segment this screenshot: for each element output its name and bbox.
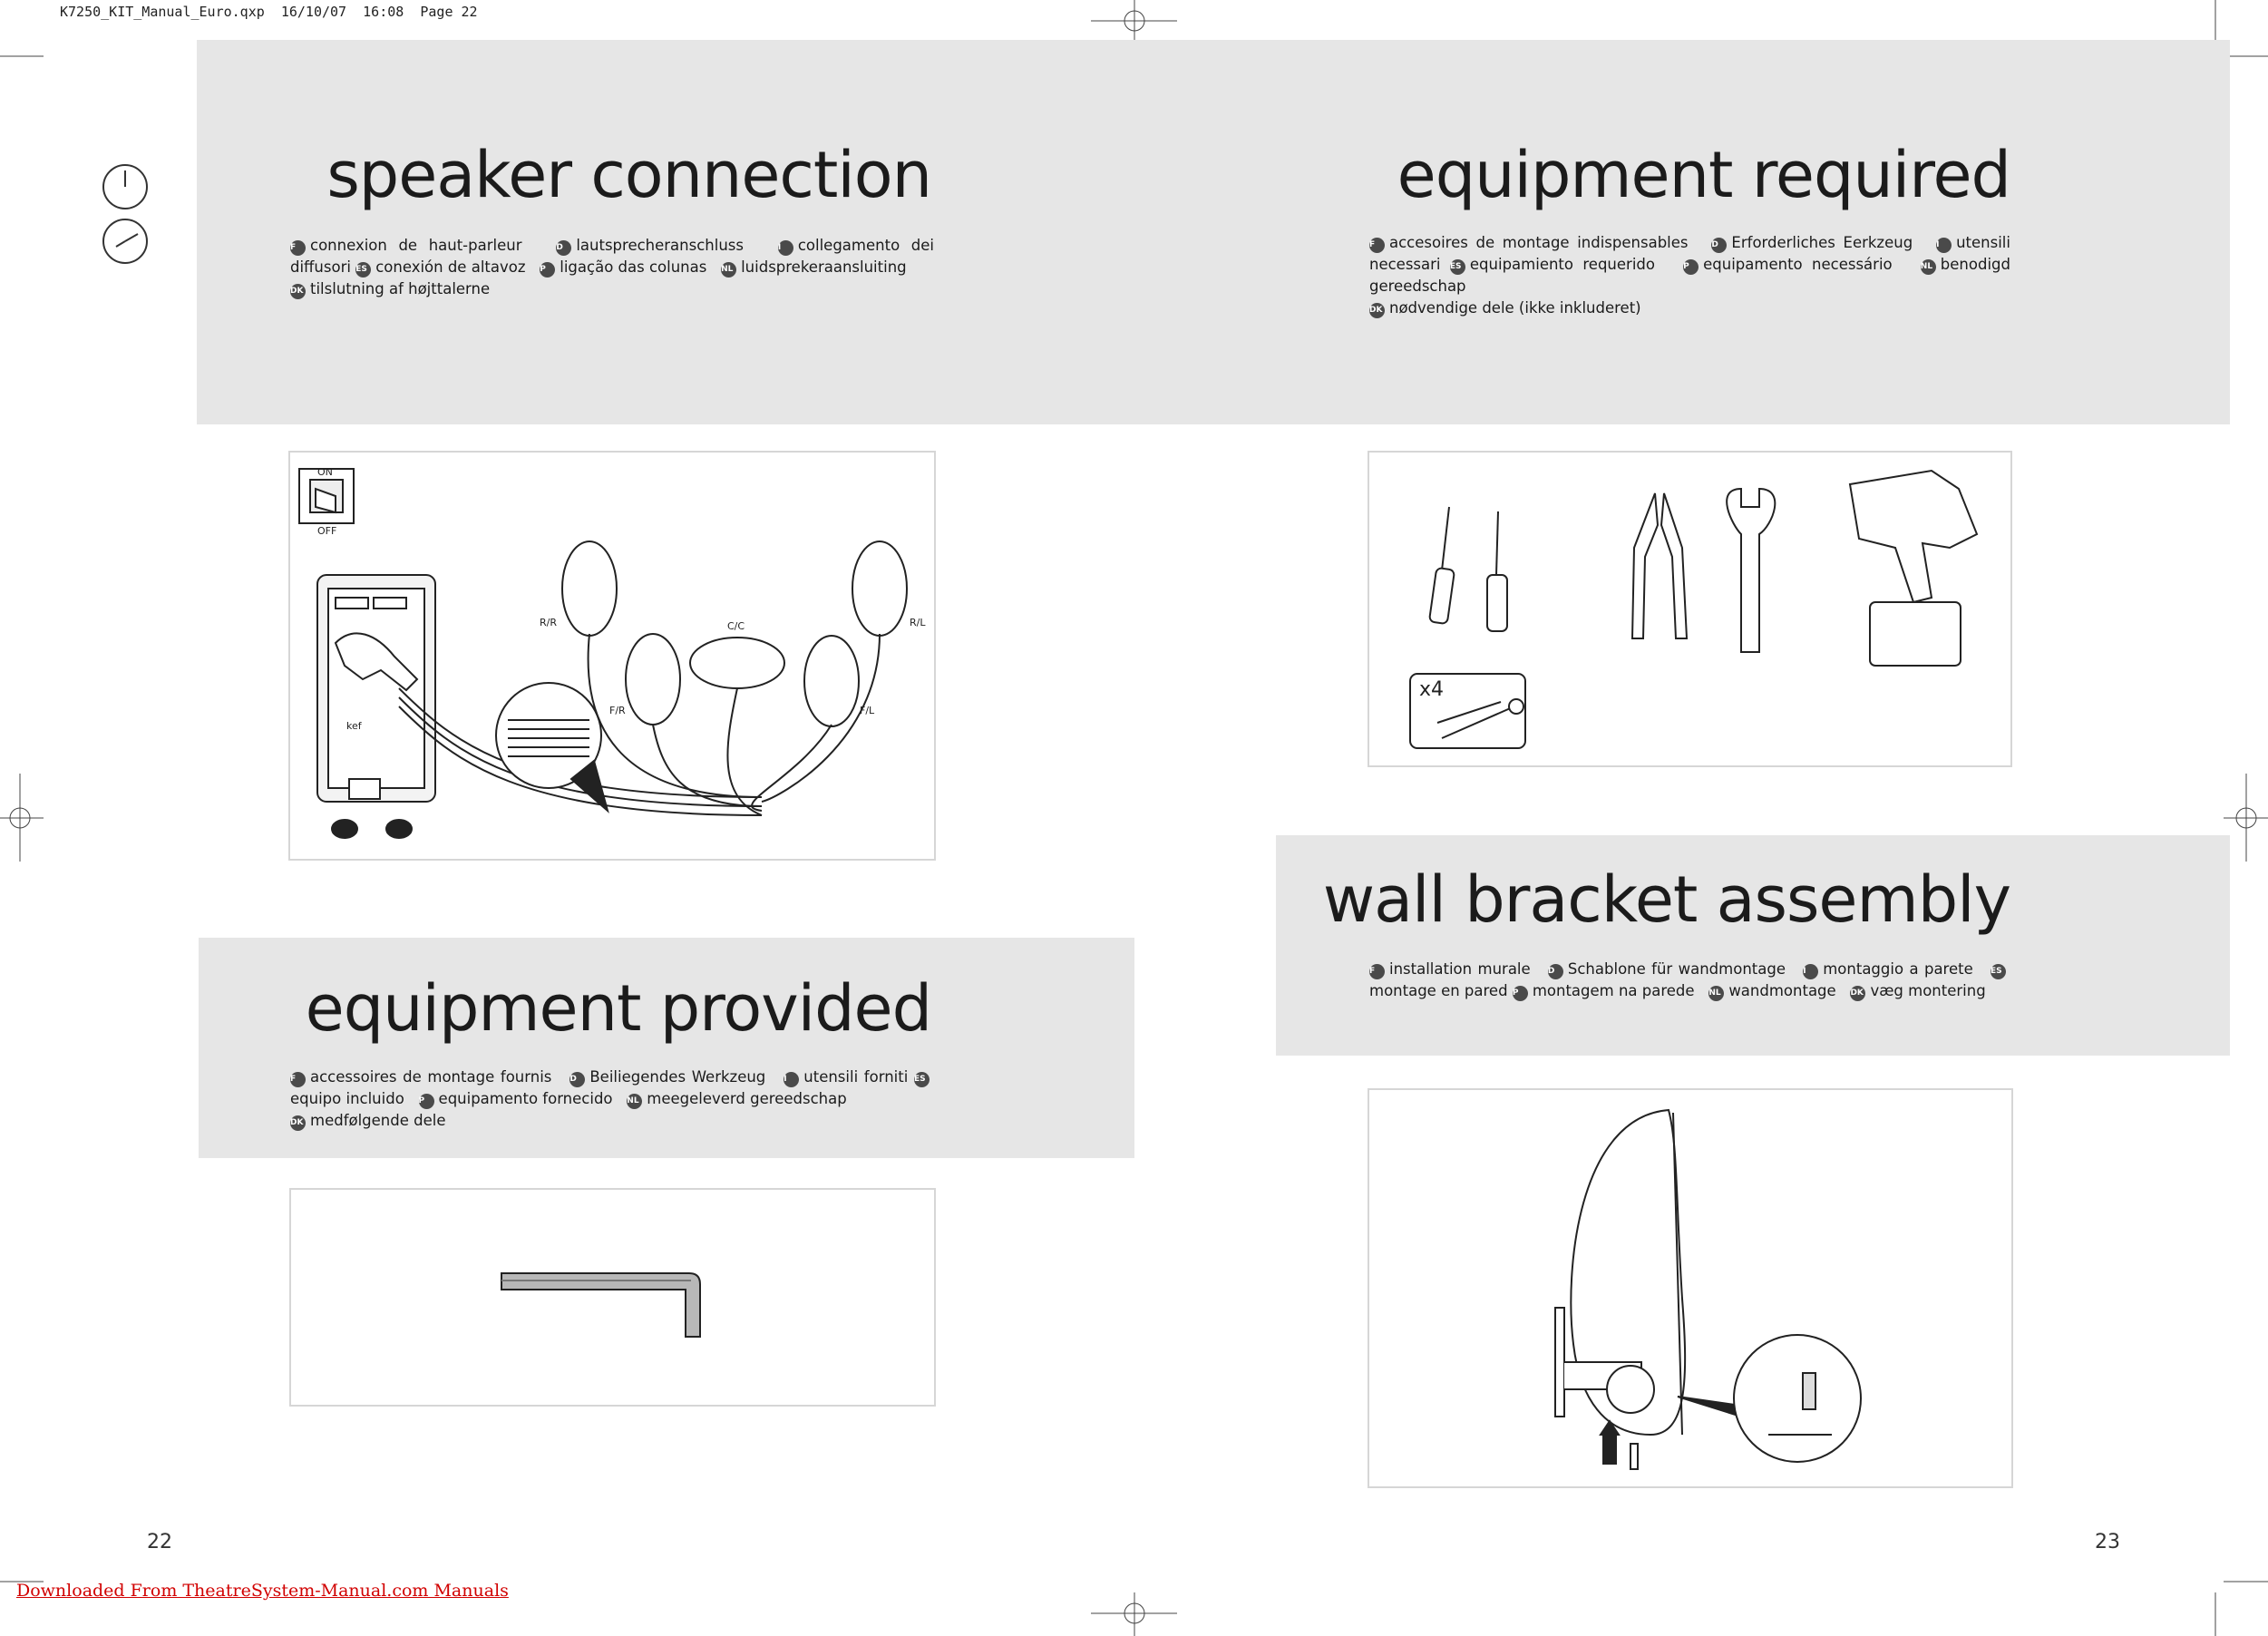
lang-item: F accessoires de montage fournis (290, 1068, 552, 1086)
lang-item: P ligação das colunas (540, 258, 707, 276)
lang-item: D Erforderliches Eerkzeug (1711, 234, 1913, 251)
flag-es-badge: ES (914, 1072, 930, 1087)
flag-es-badge: ES (1450, 259, 1465, 275)
lang-item: F installation murale (1369, 960, 1531, 978)
section-title-equipment-provided: equipment provided (305, 971, 931, 1046)
label-front-right: F/R (609, 705, 626, 716)
langs-equipment-required (1369, 232, 2010, 319)
flag-i-badge: I (1803, 964, 1818, 979)
lang-item: D Beiliegendes Werkzeug (569, 1068, 766, 1086)
lang-item: P equipamento fornecido (418, 1090, 613, 1107)
lang-item: DK medfølgende dele (290, 1112, 446, 1129)
lang-item: D lautsprecheranschluss (556, 237, 744, 254)
flag-d-badge: D (556, 240, 571, 256)
clock-icon (98, 163, 152, 272)
lang-item: I utensili necessari (1369, 234, 2010, 273)
flag-nl-badge: NL (721, 262, 736, 278)
lang-item: P montagem na parede (1512, 982, 1695, 999)
lang-item: DK nødvendige dele (ikke inkluderet) (1369, 299, 1641, 316)
lang-item: F accesoires de montage indispensables (1369, 234, 1689, 251)
label-front-left: F/L (860, 705, 875, 716)
label-rear-right: R/R (540, 617, 557, 628)
file-slug: K7250_KIT_Manual_Euro.qxp 16/10/07 16:08 Page 22 (60, 4, 478, 20)
flag-p-badge: P (1683, 259, 1699, 275)
lang-item: ES equipamiento requerido (1449, 256, 1655, 273)
flag-f-badge: F (290, 1072, 306, 1087)
lang-item: NL wandmontage (1708, 982, 1836, 999)
flag-i-badge: I (784, 1072, 799, 1087)
lang-item: NL luidsprekeraansluiting (721, 258, 907, 276)
lang-item: F connexion de haut-parleur (290, 237, 522, 254)
flag-f-badge: F (1369, 964, 1385, 979)
flag-f-badge: F (290, 240, 306, 256)
flag-es-badge: ES (1991, 964, 2006, 979)
flag-f-badge: F (1369, 238, 1385, 253)
page-number-right: 23 (2095, 1531, 2120, 1553)
lang-item: DK tilslutning af højttalerne (290, 280, 491, 297)
page-number-left: 22 (147, 1531, 172, 1553)
switch-off-label: OFF (317, 525, 337, 537)
section-title-equipment-required: equipment required (1397, 138, 2010, 212)
lang-item: I montaggio a parete (1803, 960, 1973, 978)
lang-item: I collegamento dei diffusori (290, 237, 934, 276)
flag-dk-badge: DK (290, 284, 306, 299)
flag-p-badge: P (419, 1094, 434, 1109)
section-title-speaker-connection: speaker connection (326, 138, 931, 212)
langs-speaker-connection (290, 235, 934, 300)
flag-p-badge: P (1513, 986, 1528, 1001)
flag-i-badge: I (778, 240, 793, 256)
flag-dk-badge: DK (1850, 986, 1865, 1001)
flag-i-badge: I (1936, 238, 1952, 253)
switch-on-label: ON (317, 466, 333, 478)
label-rear-left: R/L (910, 617, 926, 628)
flag-es-badge: ES (355, 262, 371, 278)
speaker-wiring-illustration (290, 453, 934, 859)
langs-wall-bracket (1369, 959, 2010, 1002)
flag-dk-badge: DK (1369, 303, 1385, 318)
flag-dk-badge: DK (290, 1115, 306, 1131)
allen-key-icon (499, 1270, 707, 1342)
lang-item: ESmontage en pared (1369, 960, 2010, 999)
wall-bracket-illustration (1369, 1090, 2011, 1486)
lang-item: ES conexión de altavoz (355, 258, 526, 276)
lang-item: ESequipo incluido (290, 1068, 934, 1107)
download-source-link[interactable]: Downloaded From TheatreSystem-Manual.com Manuals (16, 1581, 509, 1601)
flag-d-badge: D (1711, 238, 1727, 253)
label-center: C/C (727, 620, 745, 632)
lang-item: DK væg montering (1850, 982, 1986, 999)
flag-d-badge: D (1548, 964, 1563, 979)
flag-nl-badge: NL (1921, 259, 1936, 275)
lang-item: P equipamento necessário (1683, 256, 1893, 273)
lang-item: NL benodigd gereedschap (1369, 256, 2010, 295)
flag-p-badge: P (540, 262, 555, 278)
flag-nl-badge: NL (627, 1094, 642, 1109)
langs-equipment-provided (290, 1066, 934, 1132)
brand-logo-text: kef (346, 720, 362, 732)
section-title-wall-bracket: wall bracket assembly (1322, 862, 2010, 937)
lang-item: NL meegeleverd gereedschap (627, 1090, 847, 1107)
screw-quantity-label: x4 (1419, 678, 1445, 701)
flag-nl-badge: NL (1708, 986, 1724, 1001)
tools-illustration (1369, 453, 2010, 765)
lang-item: D Schablone für wandmontage (1547, 960, 1786, 978)
lang-item: I utensili forniti (784, 1068, 909, 1086)
flag-d-badge: D (569, 1072, 585, 1087)
